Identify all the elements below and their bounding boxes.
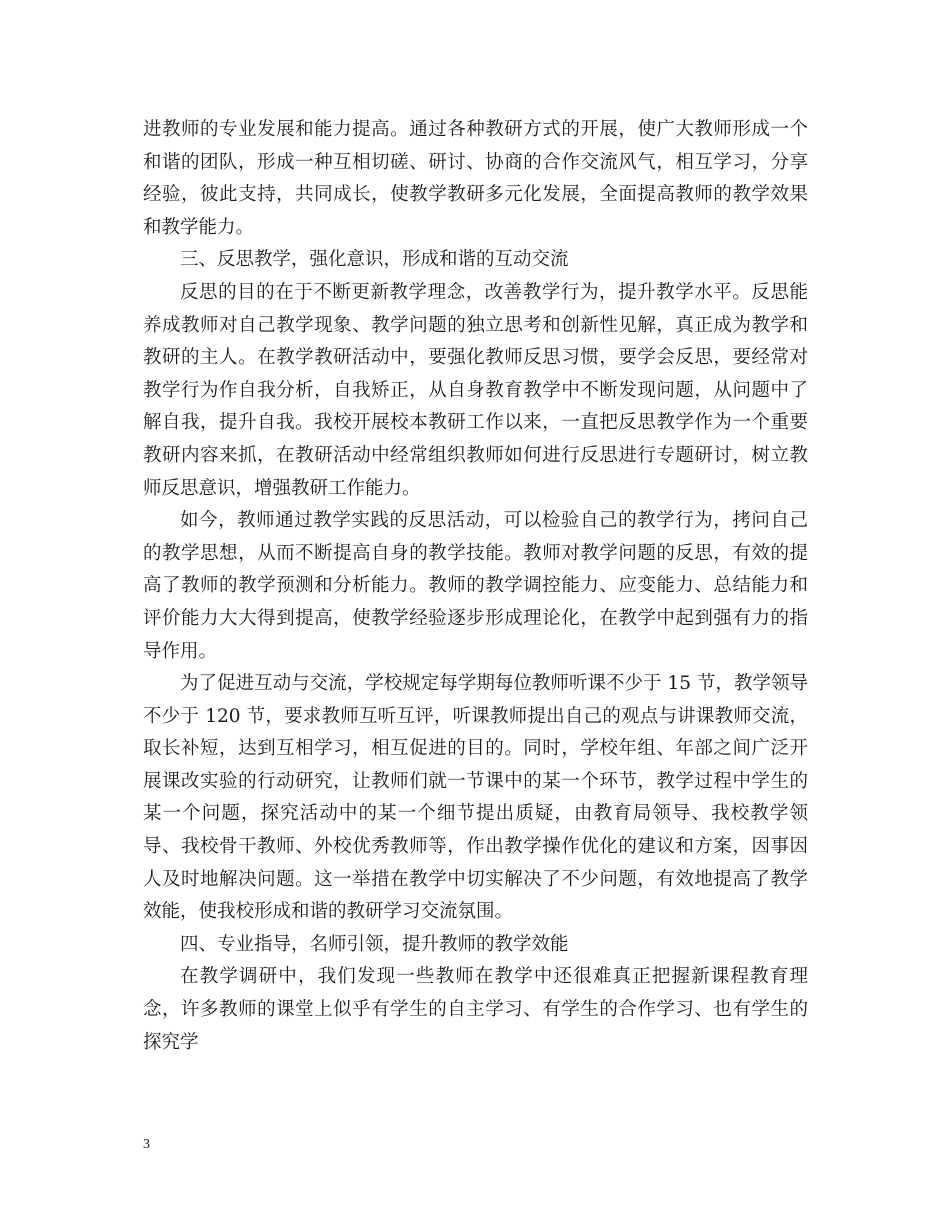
section-heading-professional-guidance: 四、专业指导，名师引领，提升教师的教学效能: [180, 933, 569, 955]
paragraph-teaching-research: 在教学调研中，我们发现一些教师在教学中还很难真正把握新课程教育理念，许多教师的课堂上似乎有学生的自主学习、有学生的合作学习、也有学生的探究学: [143, 966, 808, 1053]
paragraph-reflection-practice: 如今，教师通过教学实践的反思活动，可以检验自己的教学行为，拷问自己的教学思想，从而不断提高自身的教学技能。教师对教学问题的反思，有效的提高了教师的教学预测和分析能力。教师的教学调控能力、应变能力、总结能力和评价能力大大得到提高，使教学经验逐步形成理论化，在教学中起到强有力的指导作用。: [143, 510, 808, 662]
paragraph-continuation: 进教师的专业发展和能力提高。通过各种教研方式的开展，使广大教师形成一个和谐的团队，形成一种互相切磋、研讨、协商的合作交流风气，相互学习，分享经验，彼此支持，共同成长，使教学教研多元化发展，全面提高教师的教学效果和教学能力。: [143, 119, 808, 238]
section-heading-reflective-teaching: 三、反思教学，强化意识，形成和谐的互动交流: [180, 249, 569, 271]
paragraph-interaction-exchange: 为了促进互动与交流，学校规定每学期每位教师听课不少于 15 节，教学领导不少于 120 节，要求教师互听互评，听课教师提出自己的观点与讲课教师交流，取长补短，达到互相学习，相互促进的目的。同时，学校年组、年部之间广泛开展课改实验的行动研究，让教师们就一节课中的某一个环节，教学过程中学生的某一个问题，探究活动中的某一个细节提出质疑，由教育局领导、我校教学领导、我校骨干教师、外校优秀教师等，作出教学操作优化的建议和方案，因事因人及时地解决问题。这一举措在教学中切实解决了不少问题，有效地提高了教学效能，使我校形成和谐的教研学习交流氛围。: [143, 673, 808, 923]
document-body: [143, 114, 808, 1059]
page-number: 3: [143, 1137, 150, 1152]
paragraph-reflection-purpose: 反思的目的在于不断更新教学理念，改善教学行为，提升教学水平。反思能养成教师对自己教学现象、教学问题的独立思考和创新性见解，真正成为教学和教研的主人。在教学教研活动中，要强化教师反思习惯，要学会反思，要经常对教学行为作自我分析，自我矫正，从自身教育教学中不断发现问题，从问题中了解自我，提升自我。我校开展校本教研工作以来，一直把反思教学作为一个重要教研内容来抓，在教研活动中经常组织教师如何进行反思进行专题研讨，树立教师反思意识，增强教研工作能力。: [143, 281, 808, 499]
